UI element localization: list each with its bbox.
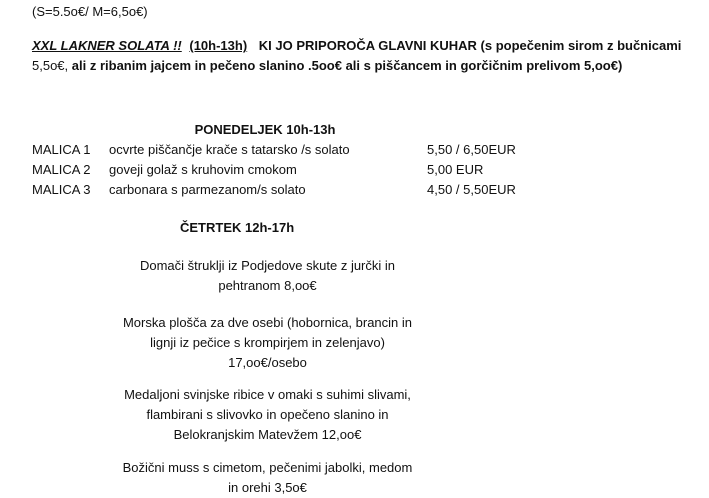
dish-line: 17,oo€/osebo (228, 355, 307, 370)
menu-code: MALICA 3 (32, 182, 91, 197)
menu-dish: carbonara s parmezanom/s solato (109, 182, 306, 197)
menu-dish: ocvrte piščančje krače s tatarsko /s solato (109, 142, 350, 157)
top-price-text: (S=5.5o€/ M=6,5o€) (32, 4, 148, 19)
dish-line: pehtranom 8,oo€ (218, 278, 317, 293)
menu-price: 5,50 / 6,50EUR (427, 142, 516, 157)
menu-dish: goveji golaž s kruhovim cmokom (109, 162, 297, 177)
dish-line: Belokranjskim Matevžem 12,oo€ (173, 427, 362, 442)
dish-block (100, 256, 435, 296)
dish-line: Morska plošča za dve osebi (hobornica, brancin in (122, 315, 413, 330)
xxl-salad-description: KI JO PRIPOROČA GLAVNI KUHAR (s popečenim sirom z bučnicami (258, 38, 682, 53)
xxl-salad-title: XXL LAKNER SOLATA !! (32, 38, 182, 53)
thursday-heading: ČETRTEK 12h-17h (180, 220, 295, 235)
xxl-salad-line-2 (32, 58, 622, 73)
dish-block (100, 385, 435, 445)
menu-price: 5,00 EUR (427, 162, 484, 177)
menu-row (32, 162, 592, 180)
menu-price: 4,50 / 5,50EUR (427, 182, 516, 197)
dish-line: in orehi 3,5o€ (228, 480, 307, 495)
menu-row (32, 142, 592, 160)
dish-line: Božični muss s cimetom, pečenimi jabolki, medom (122, 460, 413, 475)
xxl-salad-price-cheese: 5,5o€, (32, 58, 69, 73)
menu-code: MALICA 2 (32, 162, 91, 177)
xxl-salad-line (32, 38, 681, 53)
dish-block (100, 313, 435, 373)
dish-line: lignji iz pečice s krompirjem in zelenjavo) (150, 335, 385, 350)
dish-block (100, 458, 435, 498)
dish-line: Domači štruklji iz Podjedove skute z jurčki in (139, 258, 396, 273)
dish-line: Medaljoni svinjske ribice v omaki s suhimi slivami, (124, 387, 411, 402)
menu-row (32, 182, 592, 200)
dish-line: flambirani s slivovko in opečeno slanino in (146, 407, 389, 422)
monday-heading: PONEDELJEK 10h-13h (194, 122, 336, 137)
xxl-salad-time: (10h-13h) (189, 38, 248, 53)
xxl-salad-options: ali z ribanim jajcem in pečeno slanino .5oo€ ali s piščancem in gorčičnim prelivom 5,oo€) (71, 58, 623, 73)
menu-code: MALICA 1 (32, 142, 91, 157)
